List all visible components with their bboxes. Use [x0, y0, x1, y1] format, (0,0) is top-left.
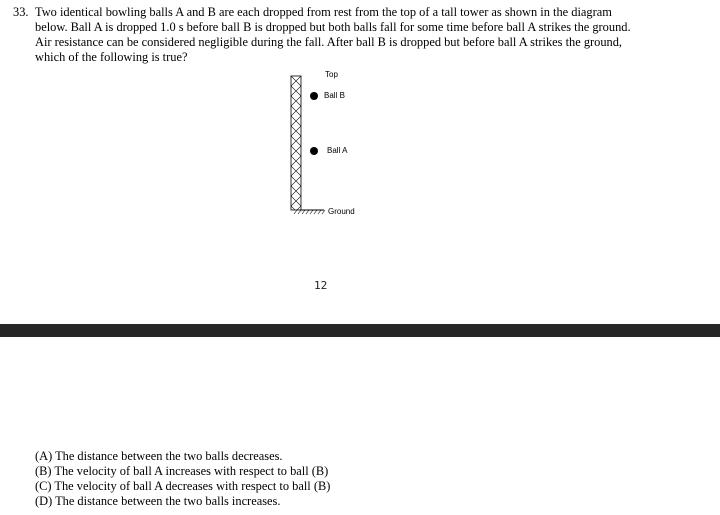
- ball-b-label: Ball B: [324, 91, 345, 100]
- choice-b: (B) The velocity of ball A increases with respect to ball (B): [35, 464, 329, 478]
- top-label: Top: [325, 70, 338, 79]
- ground: [294, 210, 325, 214]
- question-text: Two identical bowling balls A and B are each dropped from rest from the top of a tall tower as shown in the diagram below. Ball A is dropped 1.0 s before ball B is dropped but both balls fall for some time before ball A strikes the ground. Air resistance can be considered negligible during the fall. After ball B is dropped but before ball A strikes the ground, which of the following is true?: [35, 5, 631, 64]
- choice-a: (A) The distance between the two balls decreases.: [35, 449, 283, 463]
- choice-c: (C) The velocity of ball A decreases with respect to ball (B): [35, 479, 331, 493]
- page-number: 12: [314, 279, 328, 292]
- choice-d: (D) The distance between the two balls increases.: [35, 494, 281, 508]
- answer-choices: [35, 449, 330, 509]
- ground-label: Ground: [328, 207, 355, 216]
- ball-a-label: Ball A: [327, 146, 348, 155]
- question-number: 33.: [13, 5, 29, 19]
- ball-b: [310, 92, 318, 100]
- tower: [291, 76, 301, 210]
- ball-a: [310, 147, 318, 155]
- page-break-bar: [0, 324, 720, 337]
